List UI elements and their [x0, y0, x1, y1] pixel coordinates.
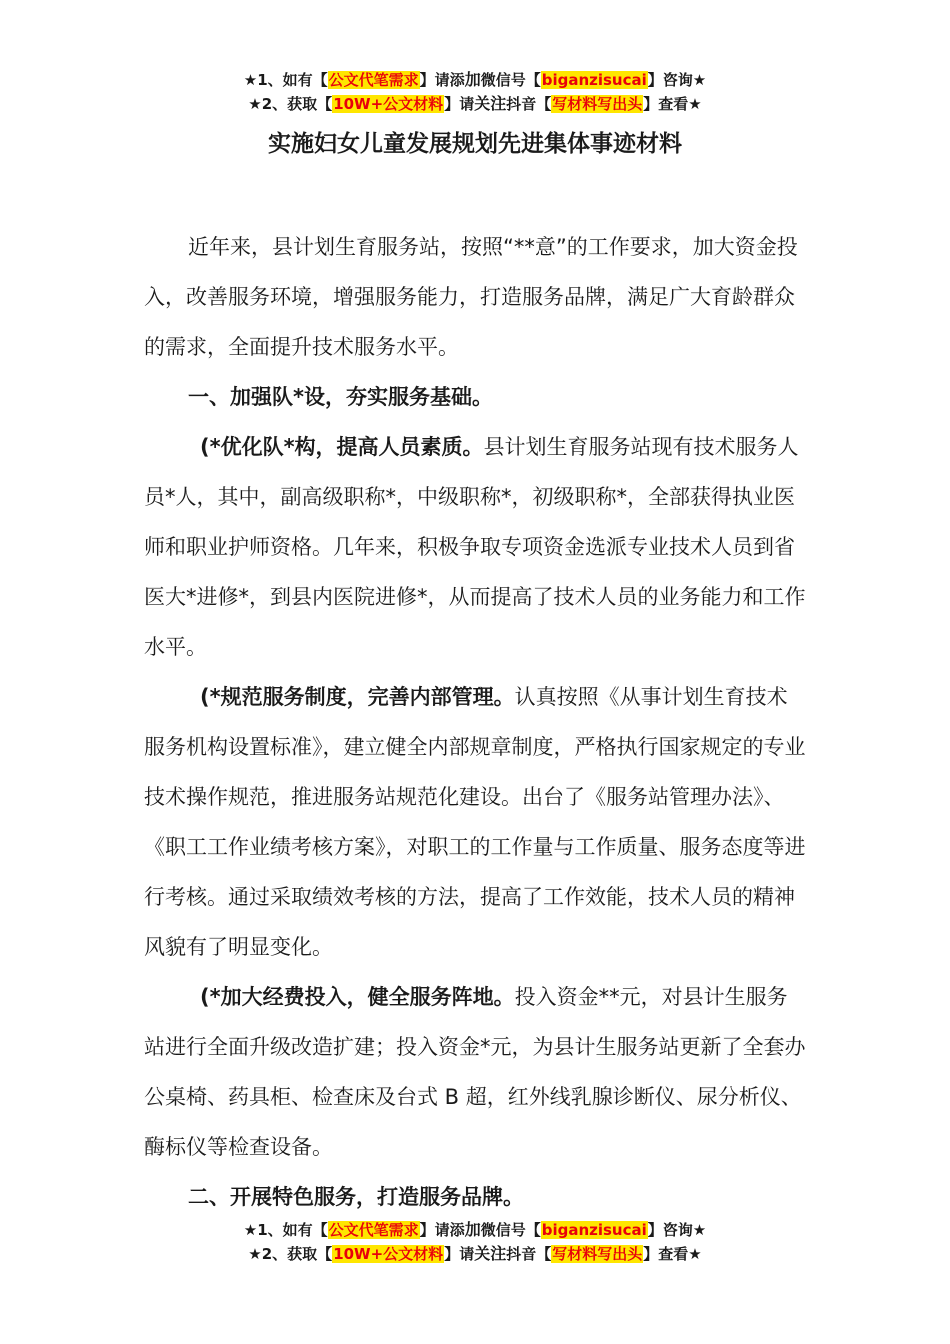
banner-text: 】咨询★: [647, 71, 707, 89]
banner-text: 关注: [474, 1244, 507, 1263]
banner-highlight: 公文代笔需求: [328, 1221, 419, 1239]
banner-line-2: [0, 1242, 950, 1266]
banner-text: ★1、如有【: [243, 1221, 328, 1239]
bottom-banner: [0, 1218, 950, 1266]
banner-text: 】查看★: [643, 95, 702, 113]
paragraph-2: [144, 672, 808, 972]
section-heading-1: 一、加强队*设，夯实服务基础。: [188, 385, 493, 409]
paragraph-text: 认真按照《从事计划生育技术服务机构设置标准》，建立健全内部规章制度，严格执行国家规定的专业技术操作规范，推进服务站规范化建设。出台了《服务站管理办法》、《职工工作业绩考核方案》，对职工的工作量与工作质量、服务态度等进行考核。通过采取绩效考核的方法，提高了工作效能，技术人员的精神风貌有了明显变化。: [144, 685, 806, 959]
banner-text: 关注: [474, 94, 507, 113]
banner-text: 】请: [444, 1245, 475, 1263]
banner-douyin-id: 写材料写出头: [552, 95, 643, 113]
banner-text: 】请: [444, 95, 475, 113]
banner-text: ★2、获取【: [248, 95, 333, 113]
banner-text: ★2、获取【: [248, 1245, 333, 1263]
banner-text: 微信号【: [480, 71, 541, 89]
banner-douyin-id: 写材料写出头: [552, 1245, 643, 1263]
banner-text: ★1、如有【: [243, 71, 328, 89]
paragraph-lead: (*优化队*构，提高人员素质。: [200, 435, 484, 459]
banner-text: 加: [464, 1220, 481, 1239]
document-title: 实施妇女儿童发展规划先进集体事迹材料: [268, 131, 682, 157]
paragraph-text: 县计划生育服务站现有技术服务人员*人，其中，副高级职称*，中级职称*，初级职称*，全部获得执业医师和职业护师资格。几年来，积极争取专项资金选派专业技术人员到省医大*进修*，到县内医院进修*，从而提高了技术人员的业务能力和工作水平。: [144, 435, 806, 659]
banner-text: 抖音【: [506, 95, 552, 113]
banner-text: 】请添: [419, 1221, 465, 1239]
paragraph-lead: (*加大经费投入，健全服务阵地。: [200, 985, 515, 1009]
intro-paragraph: 近年来，县计划生育服务站，按照“**意”的工作要求，加大资金投入，改善服务环境，增强服务能力，打造服务品牌，满足广大育龄群众的需求，全面提升技术服务水平。: [144, 235, 798, 359]
paragraph-lead: (*规范服务制度，完善内部管理。: [200, 685, 515, 709]
banner-line-1: [0, 68, 950, 92]
banner-wechat-id: biganzisucai: [541, 71, 647, 89]
banner-text: 微信号【: [480, 1221, 541, 1239]
banner-text: 】请添: [419, 71, 465, 89]
paragraph-3: [144, 972, 808, 1172]
banner-text: 抖音【: [506, 1245, 552, 1263]
banner-highlight: 10W+公文材料: [333, 1245, 444, 1263]
section-heading-2: 二、开展特色服务，打造服务品牌。: [188, 1185, 524, 1209]
top-banner: [0, 68, 950, 116]
paragraph-text: 投入资金**元，对县计生服务站进行全面升级改造扩建；投入资金*元，为县计生服务站更新了全套办公桌椅、药具柜、检查床及台式 B 超，红外线乳腺诊断仪、尿分析仪、酶标仪等检查设备。: [144, 985, 806, 1159]
banner-highlight: 公文代笔需求: [328, 71, 419, 89]
banner-wechat-id: biganzisucai: [541, 1221, 647, 1239]
banner-line-2: [0, 92, 950, 116]
banner-text: 加: [464, 70, 481, 89]
paragraph-1: [144, 422, 808, 672]
banner-highlight: 10W+公文材料: [333, 95, 444, 113]
banner-line-1: [0, 1218, 950, 1242]
document-body: [144, 222, 808, 1222]
banner-text: 】咨询★: [647, 1221, 707, 1239]
banner-text: 】查看★: [643, 1245, 702, 1263]
